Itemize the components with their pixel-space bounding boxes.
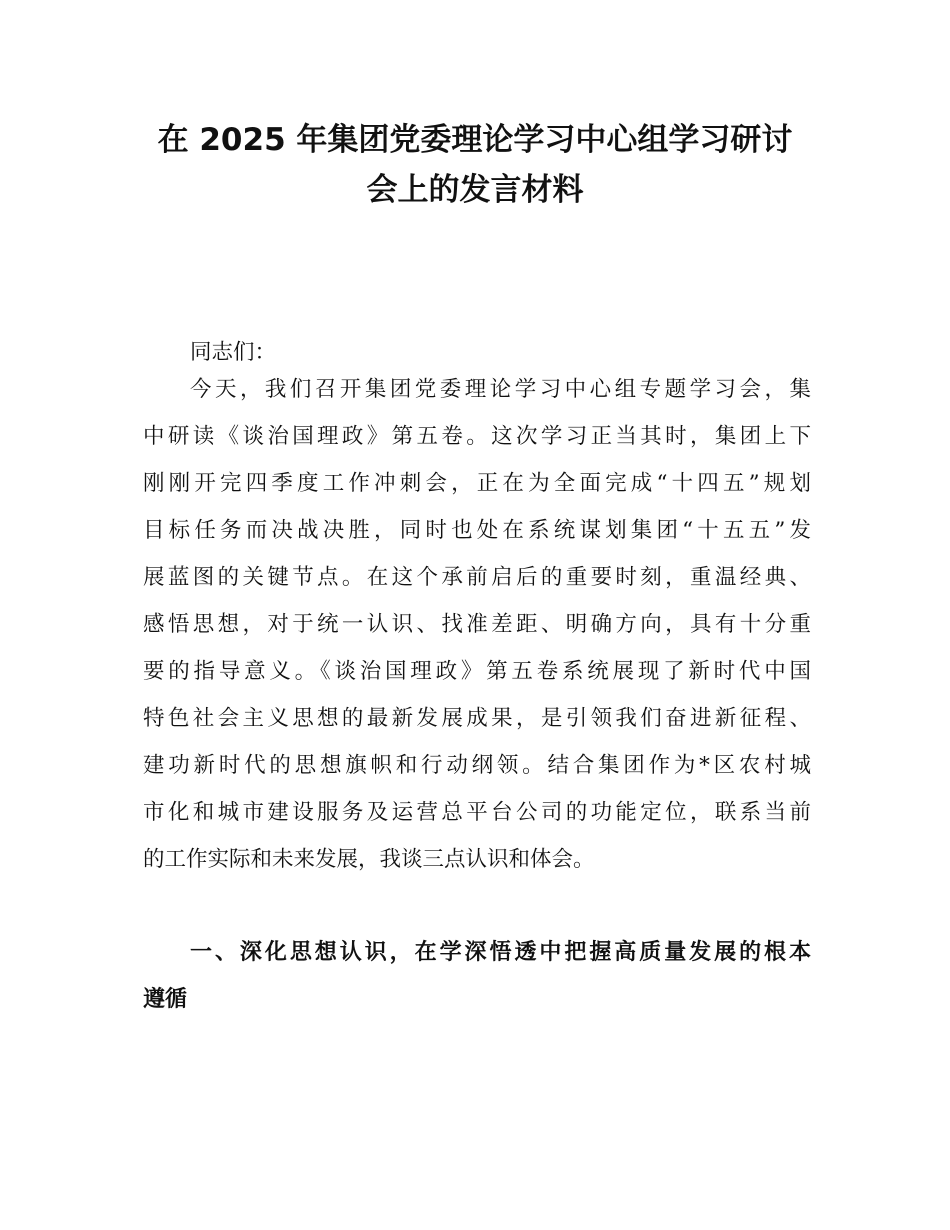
paragraph-line: 目标任务而决战决胜，同时也处在系统谋划集团“十五五”发 [143, 518, 811, 543]
paragraph-line: 建功新时代的思想旗帜和行动纲领。结合集团作为*区农村城 [143, 753, 811, 778]
section-heading-line: 一、深化思想认识，在学深悟透中把握高质量发展的根本 [190, 940, 811, 965]
paragraph-line: 展蓝图的关键节点。在这个承前启后的重要时刻，重温经典、 [143, 565, 811, 590]
paragraph-line: 的工作实际和未来发展，我谈三点认识和体会。 [143, 847, 595, 872]
paragraph-line: 刚刚开完四季度工作冲刺会，正在为全面完成“十四五”规划 [143, 471, 811, 496]
paragraph-line: 中研读《谈治国理政》第五卷。这次学习正当其时，集团上下 [143, 424, 811, 449]
document-title-line-2: 会上的发言材料 [366, 172, 584, 208]
paragraph-line: 感悟思想，对于统一认识、找准差距、明确方向，具有十分重 [143, 612, 811, 637]
salutation: 同志们： [190, 340, 277, 365]
paragraph-line: 要的指导意义。《谈治国理政》第五卷系统展现了新时代中国 [143, 659, 811, 684]
paragraph-line: 市化和城市建设服务及运营总平台公司的功能定位，联系当前 [143, 800, 811, 825]
section-heading-line: 遵循 [143, 987, 188, 1012]
paragraph-line: 今天，我们召开集团党委理论学习中心组专题学习会，集 [190, 377, 811, 402]
paragraph-line: 特色社会主义思想的最新发展成果，是引领我们奋进新征程、 [143, 706, 811, 731]
document-title-line-1: 在 2025 年集团党委理论学习中心组学习研讨 [157, 122, 793, 158]
